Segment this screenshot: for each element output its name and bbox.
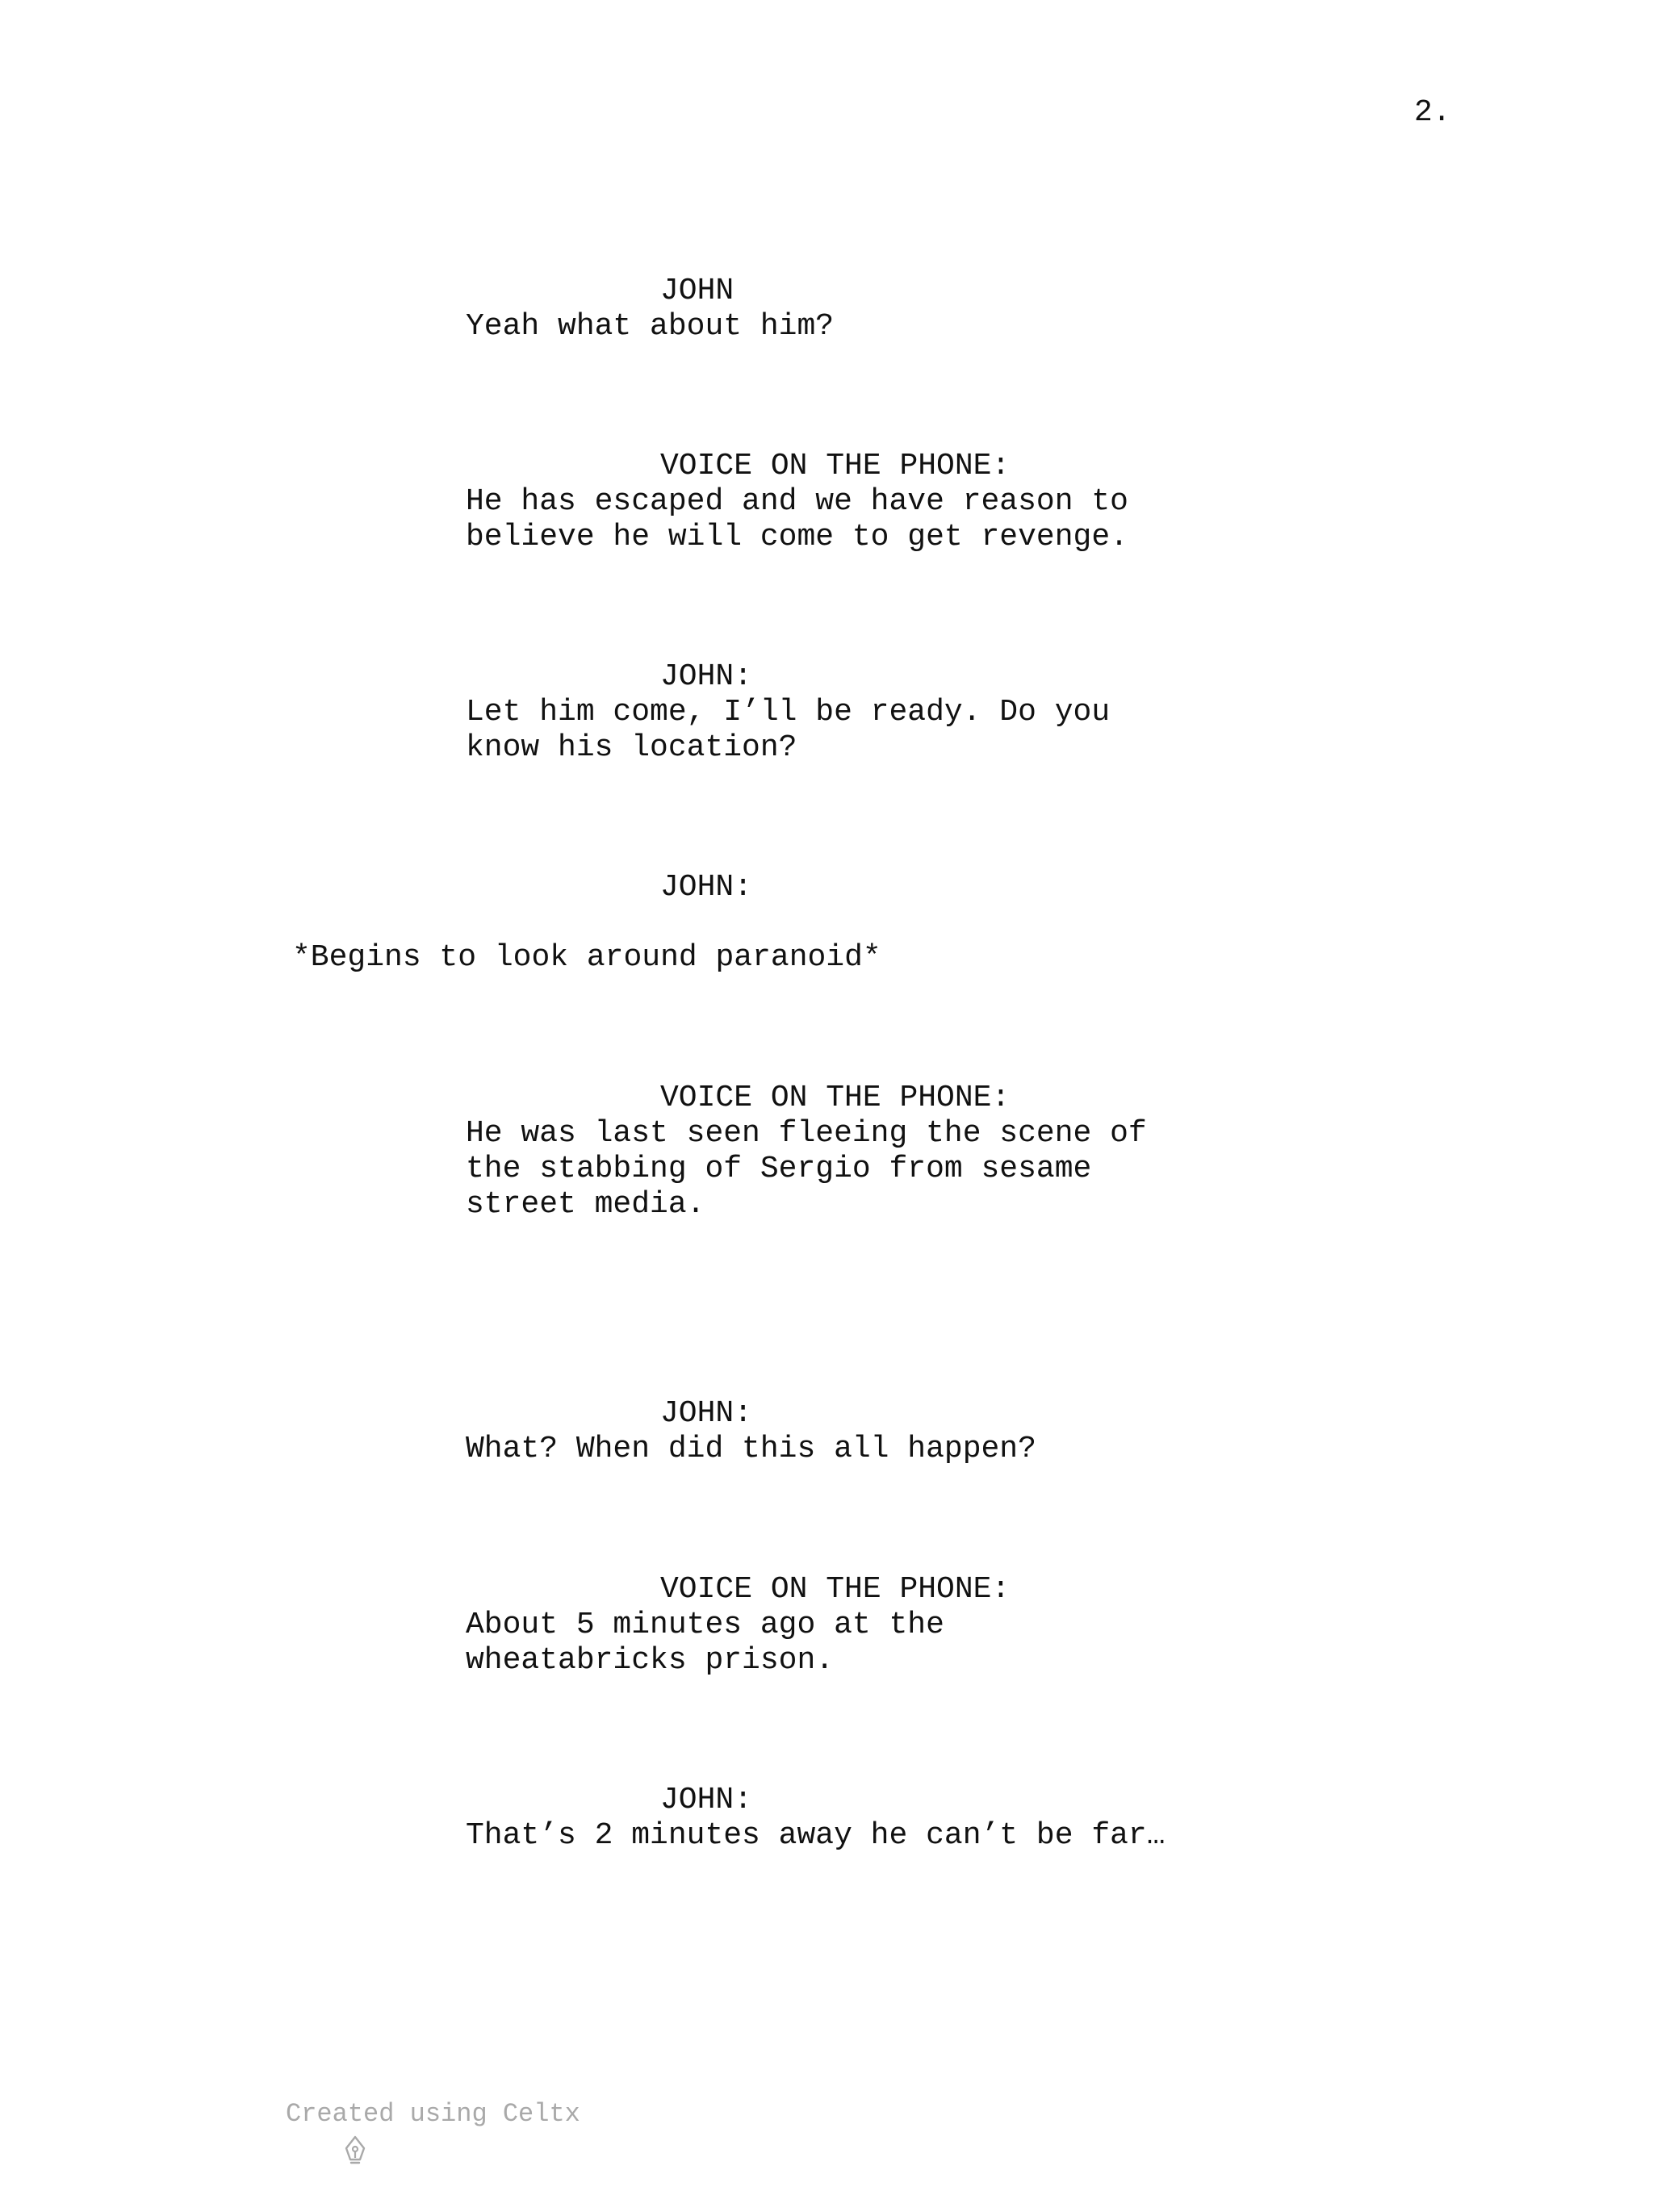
dialogue-line: That’s 2 minutes away he can’t be far… — [466, 1818, 1165, 1853]
character-name: JOHN: — [660, 870, 753, 905]
dialogue-line: street media. — [466, 1187, 705, 1222]
character-name: VOICE ON THE PHONE: — [660, 1572, 1011, 1607]
character-name: VOICE ON THE PHONE: — [660, 1081, 1011, 1115]
footer-watermark — [250, 2097, 580, 2132]
dialogue-line: About 5 minutes ago at the — [466, 1608, 944, 1642]
footer-text: Created using Celtx — [286, 2099, 580, 2129]
dialogue-line: Yeah what about him? — [466, 309, 835, 344]
dialogue-line: He has escaped and we have reason to — [466, 484, 1128, 519]
action-line: *Begins to look around paranoid* — [292, 940, 881, 975]
character-name: JOHN — [660, 274, 734, 308]
pen-nib-icon — [250, 2099, 274, 2130]
dialogue-line: believe he will come to get revenge. — [466, 520, 1128, 554]
dialogue-line: Let him come, I’ll be ready. Do you — [466, 695, 1111, 730]
dialogue-line: What? When did this all happen? — [466, 1432, 1036, 1466]
dialogue-line: wheatabricks prison. — [466, 1643, 835, 1678]
dialogue-line: the stabbing of Sergio from sesame — [466, 1152, 1092, 1186]
dialogue-line: He was last seen fleeing the scene of — [466, 1116, 1147, 1151]
page-number: 2. — [1414, 95, 1451, 130]
character-name: JOHN: — [660, 1396, 753, 1431]
character-name: JOHN: — [660, 1783, 753, 1817]
dialogue-line: know his location? — [466, 730, 797, 765]
character-name: VOICE ON THE PHONE: — [660, 449, 1011, 483]
character-name: JOHN: — [660, 659, 753, 694]
